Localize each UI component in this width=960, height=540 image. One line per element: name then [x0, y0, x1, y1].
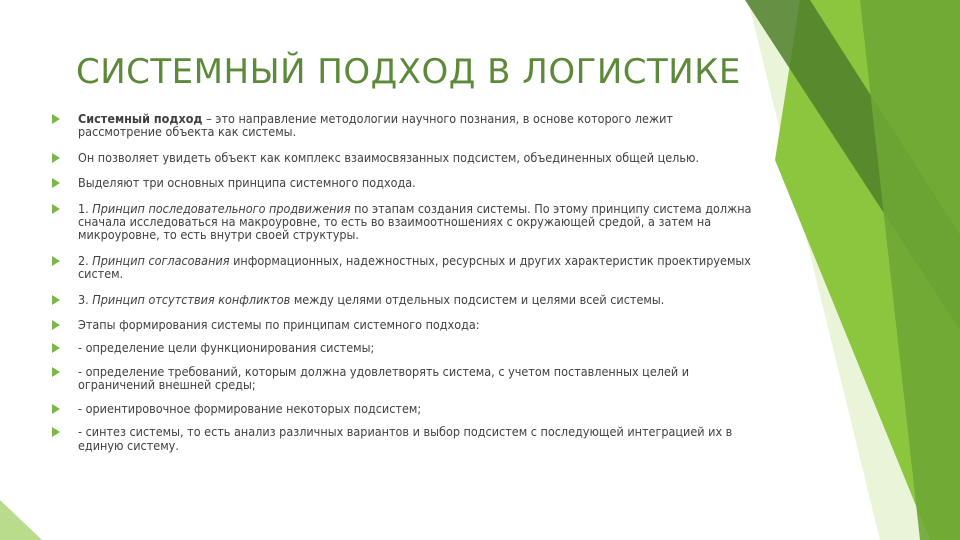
triangle-bullet-icon	[52, 320, 60, 330]
triangle-bullet-icon	[52, 114, 60, 124]
item-text: Выделяют три основных принципа системного подхода.	[78, 175, 416, 191]
item-text: - синтез системы, то есть анализ различных вариантов и выбор подсистем с последующей интеграцией их в единую систему.	[78, 424, 733, 453]
list-item	[52, 151, 752, 164]
bullet-list	[52, 112, 752, 452]
page-title: СИСТЕМНЫЙ ПОДХОД В ЛОГИСТИКЕ	[76, 52, 741, 92]
list-item	[52, 402, 752, 415]
item-text: Этапы формирования системы по принципам системного подхода:	[78, 317, 480, 333]
triangle-bullet-icon	[52, 153, 60, 163]
principle-name: Принцип отсутствия конфликтов	[92, 291, 291, 307]
principle-name: Принцип последовательного продвижения	[92, 200, 351, 216]
list-item	[52, 176, 752, 189]
item-text: по этапам создания системы. По этому принципу система должна сначала исследоваться на макроуровне, то есть во взаимоотношениях с окружающей средой, а затем на микроуровне, то есть внутри своей структуры.	[78, 200, 752, 243]
triangle-bullet-icon	[52, 295, 60, 305]
list-item	[52, 318, 752, 331]
list-item	[52, 293, 752, 306]
triangle-bullet-icon	[52, 367, 60, 377]
list-item	[52, 425, 752, 452]
item-text: - ориентировочное формирование некоторых подсистем;	[78, 400, 422, 416]
item-number: 2.	[78, 252, 93, 268]
triangle-bullet-icon	[52, 343, 60, 353]
item-number: 1.	[78, 200, 93, 216]
item-text: Он позволяет увидеть объект как комплекс взаимосвязанных подсистем, объединенных общей целью.	[78, 149, 700, 165]
list-item	[52, 254, 752, 281]
item-number: 3.	[78, 291, 93, 307]
item-text: – это направление методологии научного познания, в основе которого лежит рассмотрение объекта как системы.	[78, 111, 673, 140]
triangle-bullet-icon	[52, 204, 60, 214]
triangle-bullet-icon	[52, 404, 60, 414]
list-item	[52, 112, 752, 139]
item-text: информационных, надежностных, ресурсных и других характеристик проектируемых систем.	[78, 252, 751, 282]
triangle-bullet-icon	[52, 256, 60, 266]
list-item	[52, 365, 752, 392]
stripe-bottom-left	[0, 500, 42, 540]
item-text: - определение цели функционирования системы;	[78, 340, 375, 356]
item-text: - определение требований, которым должна удовлетворять система, с учетом поставленных целей и ограничений внешней среды;	[78, 363, 690, 393]
item-text: между целями отдельных подсистем и целями всей системы.	[290, 291, 665, 307]
list-item	[52, 202, 752, 242]
triangle-bullet-icon	[52, 178, 60, 188]
triangle-bullet-icon	[52, 427, 60, 437]
list-item	[52, 341, 752, 354]
term-bold: Системный подход	[78, 111, 203, 126]
principle-name: Принцип согласования	[92, 252, 230, 268]
